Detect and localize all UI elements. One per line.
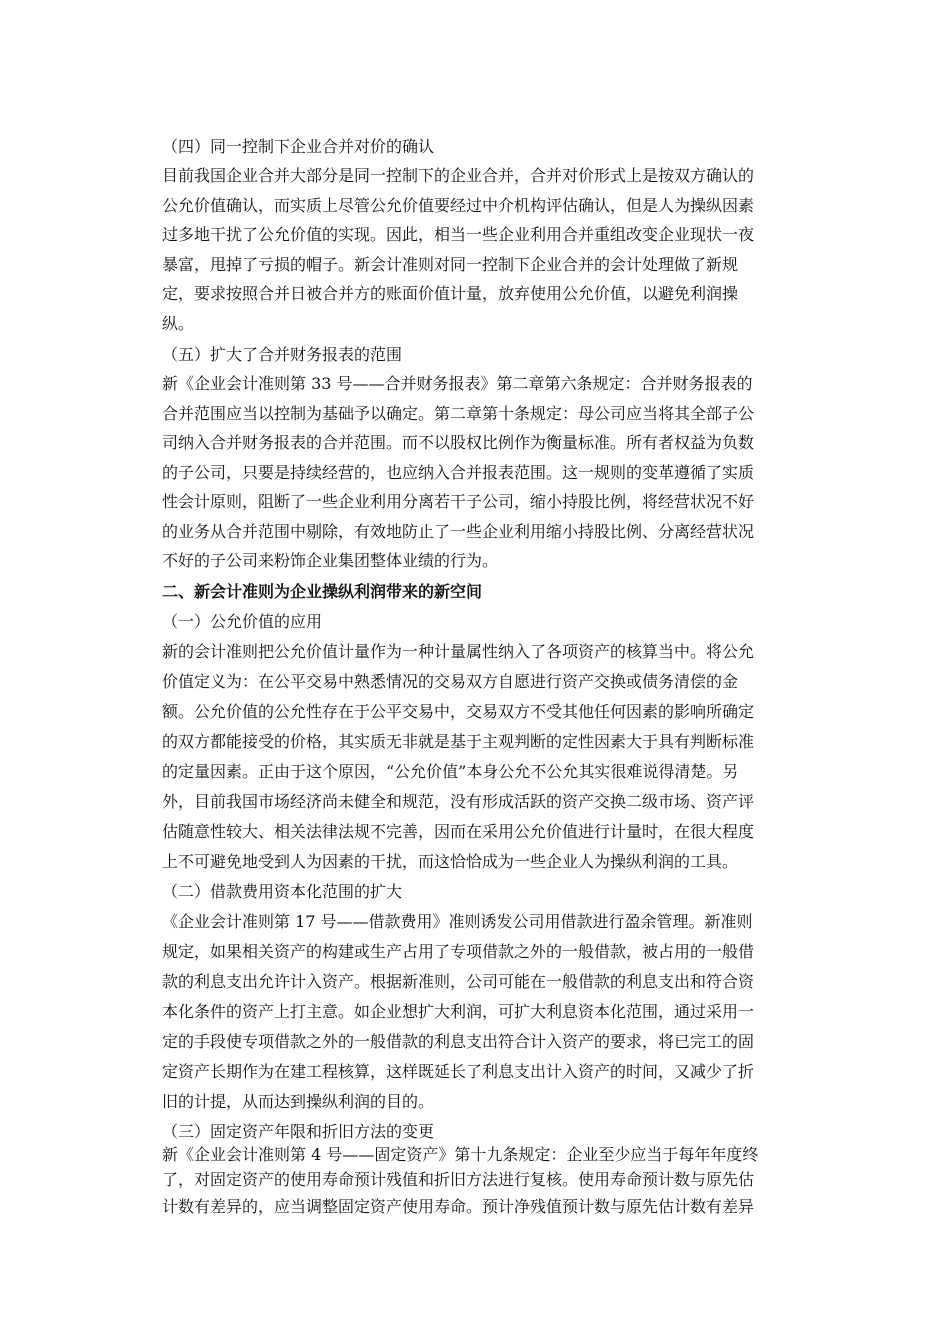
paragraph-line: 目前我国企业合并大部分是同一控制下的企业合并，合并对价形式上是按双方确认的 [162,166,755,185]
paragraph-line: 价值定义为：在公平交易中熟悉情况的交易双方自愿进行资产交换或债务清偿的金 [162,672,739,691]
paragraph-line: 新的会计准则把公允价值计量作为一种计量属性纳入了各项资产的核算当中。将公允 [162,642,755,661]
paragraph-line: 定的手段使专项借款之外的一般借款的利息支出符合计入资产的要求，将已完工的固 [162,1032,755,1051]
paragraph-line: 的子公司，只要是持续经营的，也应纳入合并报表范围。这一规则的变革遵循了实质 [162,463,755,482]
paragraph-line: 的双方都能接受的价格，其实质无非就是基于主观判断的定性因素大于具有判断标准 [162,732,755,751]
subheading-two: （二）借款费用资本化范围的扩大 [162,882,403,901]
subheading-five: （五）扩大了合并财务报表的范围 [162,345,403,364]
paragraph-line: 性会计原则，阻断了一些企业利用分离若干子公司，缩小持股比例，将经营状况不好 [162,492,755,511]
paragraph-line: 额。公允价值的公允性存在于公平交易中，交易双方不受其他任何因素的影响所确定 [162,702,755,721]
paragraph-line: 旧的计提，从而达到操纵利润的目的。 [162,1092,435,1111]
paragraph-line: 新《企业会计准则第 33 号——合并财务报表》第二章第六条规定：合并财务报表的 [162,374,753,393]
paragraph-line: 合并范围应当以控制为基础予以确定。第二章第十条规定：母公司应当将其全部子公 [162,404,755,423]
paragraph-line: 的业务从合并范围中剔除，有效地防止了一些企业利用缩小持股比例、分离经营状况 [162,522,755,541]
subheading-three: （三）固定资产年限和折旧方法的变更 [162,1122,435,1141]
paragraph-line: 暴富，甩掉了亏损的帽子。新会计准则对同一控制下企业合并的会计处理做了新规 [162,255,739,274]
paragraph-line: 估随意性较大、相关法律法规不完善，因而在采用公允价值进行计量时，在很大程度 [162,822,755,841]
paragraph-line: 司纳入合并财务报表的合并范围。而不以股权比例作为衡量标准。所有者权益为负数 [162,433,755,452]
paragraph-line: 外，目前我国市场经济尚未健全和规范，没有形成活跃的资产交换二级市场、资产评 [162,792,755,811]
paragraph-line: 本化条件的资产上打主意。如企业想扩大利润，可扩大利息资本化范围，通过采用一 [162,1002,755,1021]
paragraph-line: 公允价值确认，而实质上尽管公允价值要经过中介机构评估确认，但是人为操纵因素 [162,196,755,215]
paragraph-line: 上不可避免地受到人为因素的干扰，而这恰恰成为一些企业人为操纵利润的工具。 [162,852,739,871]
paragraph-line: 了，对固定资产的使用寿命预计残值和折旧方法进行复核。使用寿命预计数与原先估 [162,1170,755,1189]
paragraph-line: 的定量因素。正由于这个原因，“公允价值”本身公允不公允其实很难说得清楚。另 [162,762,739,781]
paragraph-line: 新《企业会计准则第 4 号——固定资产》第十九条规定：企业至少应当于每年年度终 [162,1145,759,1164]
paragraph-line: 款的利息支出允许计入资产。根据新准则，公司可能在一般借款的利息支出和符合资 [162,972,755,991]
section-heading-two: 二、新会计准则为企业操纵利润带来的新空间 [162,582,483,601]
subheading-one: （一）公允价值的应用 [162,612,323,631]
paragraph-line: 计数有差异的，应当调整固定资产使用寿命。预计净残值预计数与原先估计数有差异 [162,1197,755,1216]
paragraph-line: 纵。 [162,314,195,333]
paragraph-line: 《企业会计准则第 17 号——借款费用》准则诱发公司用借款进行盈余管理。新准则 [162,912,753,931]
paragraph-line: 定资产长期作为在建工程核算，这样既延长了利息支出计入资产的时间，又减少了折 [162,1062,755,1081]
subheading-four: （四）同一控制下企业合并对价的确认 [162,137,435,156]
paragraph-line: 规定，如果相关资产的构建或生产占用了专项借款之外的一般借款，被占用的一般借 [162,942,755,961]
paragraph-line: 定，要求按照合并日被合并方的账面价值计量，放弃使用公允价值，以避免利润操 [162,284,739,303]
paragraph-line: 过多地干扰了公允价值的实现。因此，相当一些企业利用合并重组改变企业现状一夜 [162,225,755,244]
paragraph-line: 不好的子公司来粉饰企业集团整体业绩的行为。 [162,551,499,570]
